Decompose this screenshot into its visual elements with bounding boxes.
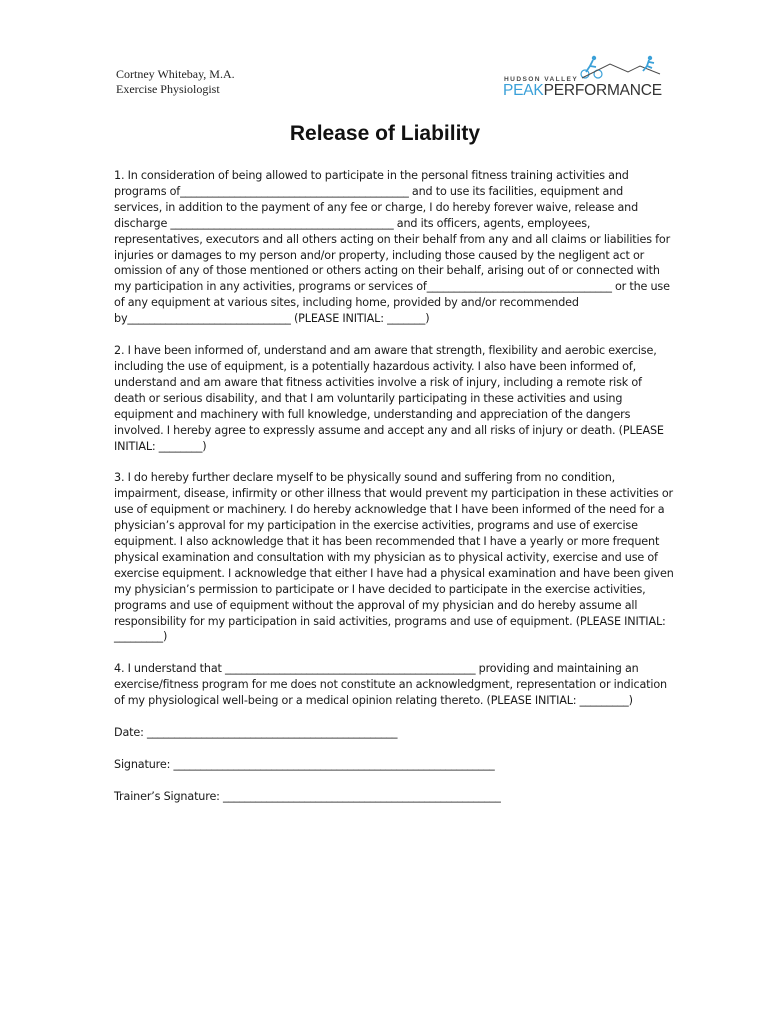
logo-text-line2 (503, 83, 662, 99)
paragraph-4: 4. I understand that ______________________________________________ providing and maintaining an exercise/fitness program for me does not constitute an acknowledgment, representation or indication of my physiological well-being or a medical opinion relating thereto. (PLEASE INITIAL: _________) (114, 662, 667, 708)
trainer-signature-field[interactable]: Trainer’s Signature: ___________________________________________________ (114, 789, 501, 803)
author-block (116, 67, 235, 97)
document-body (114, 168, 674, 821)
signature-field[interactable]: Signature: ___________________________________________________________ (114, 758, 495, 771)
logo-text-line1: HUDSON VALLEY (504, 76, 579, 83)
author-name: Cortney Whitebay, M.A. (116, 67, 235, 81)
paragraph-3: 3. I do hereby further declare myself to be physically sound and suffering from no condition, impairment, disease, infirmity or other illness that would prevent my participation in these activities or use of equipment or machinery. I do hereby acknowledge that I have been informed of the need for a physician’s approval for my participation in the exercise activities, programs and use of exercise equipment. I also acknowledge that it has been recommended that I have a yearly or more frequent physical examination and consultation with my physician as to physical activity, exercise and use of exercise equipment. I acknowledge that either I have had a physical examination and have been given my physician’s permission to participate or I have decided to participate in the exercise activities, programs and use of equipment without the approval of my physician and do hereby assume all responsibility for my participation in said activities, programs and use of equipment. (PLEASE INITIAL: _________) (114, 471, 674, 644)
runner-figures-icon (580, 54, 662, 80)
paragraph-2: 2. I have been informed of, understand and am aware that strength, flexibility and aerobic exercise, including the use of equipment, is a potentially hazardous activity. I also have been informed of, understand and am aware that fitness activities involve a risk of injury, including a remote risk of death or serious disability, and that I am voluntarily participating in these activities and using equipment and machinery with full knowledge, understanding and appreciation of the dangers involved. I hereby agree to expressly assume and accept any and all risks of injury or death. (PLEASE INITIAL: ________) (114, 344, 664, 453)
document-title: Release of Liability (289, 122, 481, 145)
date-field[interactable]: Date: ______________________________________________ (114, 726, 398, 740)
author-title: Exercise Physiologist (116, 82, 220, 96)
company-logo (502, 54, 662, 102)
logo-peak: PEAK (503, 82, 544, 99)
logo-performance: PERFORMANCE (543, 82, 662, 99)
paragraph-1: 1. In consideration of being allowed to participate in the personal fitness training activities and programs of__________________________________________ and to use its facilities, equipment and services, in addition to the payment of any fee or charge, I do hereby forever waive, release and discharge _________________________________________ and its officers, agents, employees, representatives, executors and all others acting on their behalf from any and all claims or liabilities for injuries or damages to my person and/or property, including those caused by the negligent act or omission of any of those mentioned or others acting on their behalf, arising out of or connected with my participation in any activities, programs or services of__________________________________ or the use of any equipment at various sites, including home, provided by and/or recommended by______________________________ (PLEASE INITIAL: _______) (114, 169, 671, 326)
